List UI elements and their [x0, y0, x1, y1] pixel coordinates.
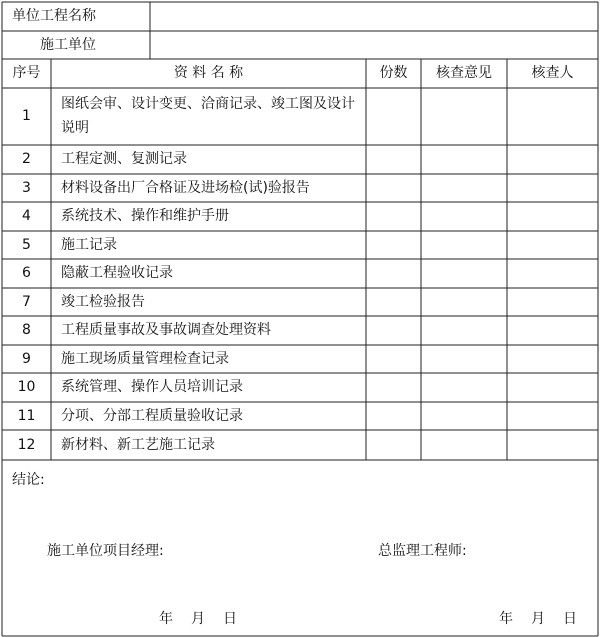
row-6-name: 隐蔽工程验收记录 [61, 265, 173, 281]
row-8-no: 8 [22, 322, 31, 338]
row-10-no: 10 [17, 379, 36, 395]
row-5-no: 5 [22, 237, 31, 253]
unit-project-label: 单位工程名称 [12, 8, 96, 24]
row-1-no: 1 [22, 108, 31, 124]
row-5-name: 施工记录 [61, 237, 117, 253]
construction-unit-label: 施工单位 [40, 37, 96, 53]
row-1-name: 图纸会审、设计变更、洽商记录、竣工图及设计说明 [61, 96, 355, 136]
row-3-no: 3 [22, 180, 31, 196]
row-12-no: 12 [17, 437, 36, 453]
pm-date-year: 年 [159, 611, 173, 627]
supervisor-date-day: 日 [563, 611, 577, 627]
row-2-name: 工程定测、复测记录 [61, 151, 187, 167]
row-11-name: 分项、分部工程质量验收记录 [61, 408, 243, 424]
col-header-opinion: 核查意见 [436, 65, 492, 81]
unit-project-value[interactable] [160, 7, 590, 25]
col-header-checker: 核查人 [531, 65, 574, 81]
row-10-name: 系统管理、操作人员培训记录 [61, 379, 243, 395]
row-4-no: 4 [22, 208, 31, 224]
conclusion-label: 结论: [12, 472, 45, 488]
pm-date-month: 月 [191, 611, 205, 627]
row-9-name: 施工现场质量管理检查记录 [61, 351, 229, 367]
construction-unit-value[interactable] [160, 36, 590, 54]
col-header-no: 序号 [12, 65, 41, 81]
row-2-no: 2 [22, 151, 31, 167]
row-12-name: 新材料、新工艺施工记录 [61, 437, 215, 453]
row-7-no: 7 [22, 294, 31, 310]
row-11-no: 11 [17, 408, 36, 424]
row-8-name: 工程质量事故及事故调查处理资料 [61, 322, 271, 338]
row-3-name: 材料设备出厂合格证及进场检(试)验报告 [61, 180, 310, 196]
pm-date-day: 日 [223, 611, 237, 627]
chief-supervisor-label: 总监理工程师: [378, 543, 467, 559]
row-9-no: 9 [22, 351, 31, 367]
col-header-copies: 份数 [379, 65, 408, 81]
project-manager-label: 施工单位项目经理: [47, 543, 164, 559]
supervisor-date-year: 年 [499, 611, 513, 627]
supervisor-date-month: 月 [531, 611, 545, 627]
row-7-name: 竣工检验报告 [61, 294, 145, 310]
row-6-no: 6 [22, 265, 31, 281]
col-header-name: 资 料 名 称 [173, 65, 244, 81]
row-4-name: 系统技术、操作和维护手册 [61, 208, 229, 224]
